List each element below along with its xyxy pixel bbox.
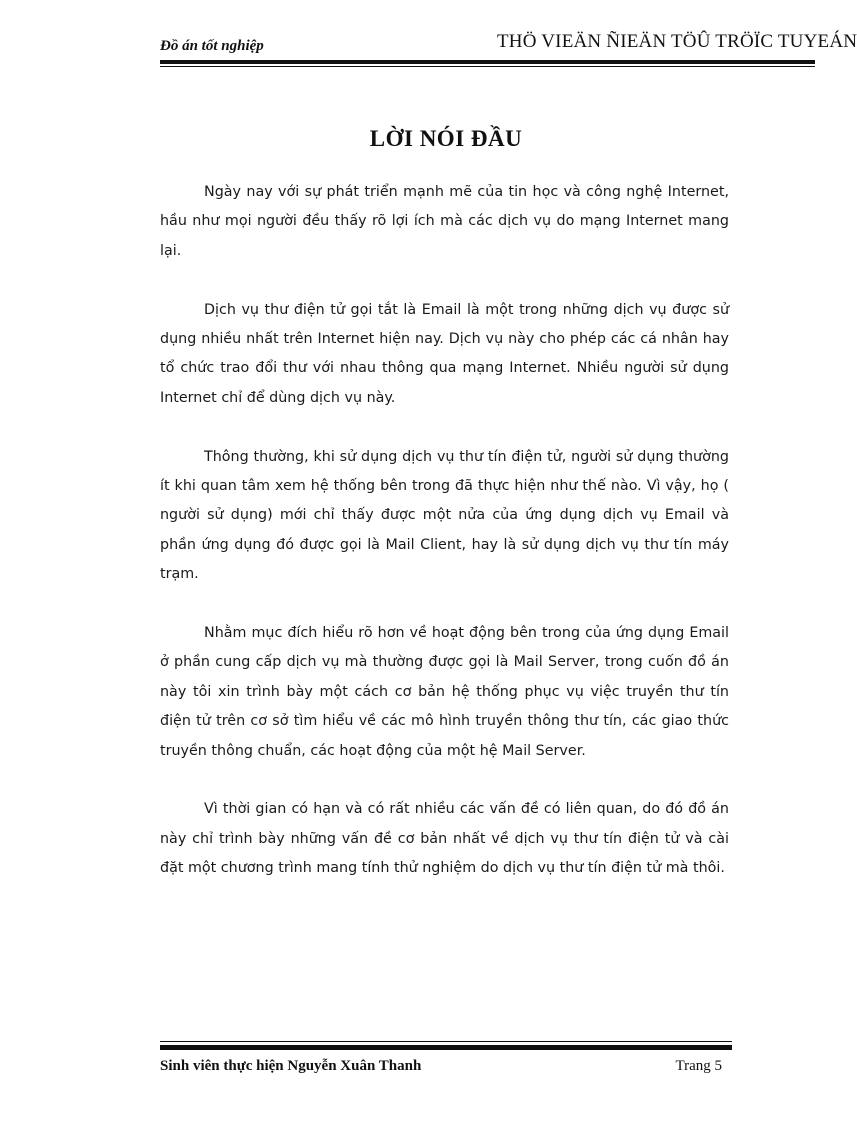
footer-rule-thick — [160, 1045, 732, 1050]
paragraph-4: Nhằm mục đích hiểu rõ hơn về hoạt động bên trong của ứng dụng Email ở phần cung cấp dịch vụ mà thường được gọi là Mail Server, trong cuốn đồ án này tôi xin trình bày một cách cơ bản hệ thống phục vụ việc truyền thư tín điện tử trên cơ sở tìm hiểu về các mô hình truyền thông thư tín, các giao thức truyền thông chuẩn, các hoạt động của một hệ Mail Server. — [160, 625, 729, 759]
header-right-text: THÖ VIEÄN ÑIEÄN TÖÛ TRÖÏC TUYEÁN — [497, 31, 857, 52]
paragraph-2: Dịch vụ thư điện tử gọi tắt là Email là một trong những dịch vụ được sử dụng nhiều nhất trên Internet hiện nay. Dịch vụ này cho phép các cá nhân hay tổ chức trao đổi thư với nhau thông qua mạng Internet. Nhiều người sử dụng Internet chỉ để dùng dịch vụ này. — [160, 301, 729, 406]
body-text — [160, 178, 729, 913]
paragraph-3: Thông thường, khi sử dụng dịch vụ thư tín điện tử, người sử dụng thường ít khi quan tâm xem hệ thống bên trong đã thực hiện như thế nào. Vì vậy, họ ( người sử dụng) mới chỉ thấy được một nửa của ứng dụng dịch vụ Email và phần ứng dụng đó được gọi là Mail Client, hay là sử dụng dịch vụ thư tín máy trạm. — [160, 448, 729, 583]
header-rule-thick — [160, 60, 815, 64]
page-title: LỜI NÓI ĐẦU — [369, 126, 523, 151]
footer-author: Sinh viên thực hiện Nguyễn Xuân Thanh — [160, 1058, 422, 1074]
header-rule-thin — [160, 66, 815, 67]
paragraph-5: Vì thời gian có hạn và có rất nhiều các vấn đề có liên quan, do đó đồ án này chỉ trình bày những vấn đề cơ bản nhất về dịch vụ thư tín điện tử và cài đặt một chương trình mang tính thử nghiệm do dịch vụ thư tín điện tử mà thôi. — [160, 801, 729, 877]
footer-page-number: Trang 5 — [675, 1058, 722, 1074]
header-left-text: Đồ án tốt nghiệp — [160, 38, 264, 54]
paragraph-1: Ngày nay với sự phát triển mạnh mẽ của tin học và công nghệ Internet, hầu như mọi người đều thấy rõ lợi ích mà các dịch vụ do mạng Internet mang lại. — [160, 184, 729, 259]
footer-rule-thin — [160, 1041, 732, 1042]
